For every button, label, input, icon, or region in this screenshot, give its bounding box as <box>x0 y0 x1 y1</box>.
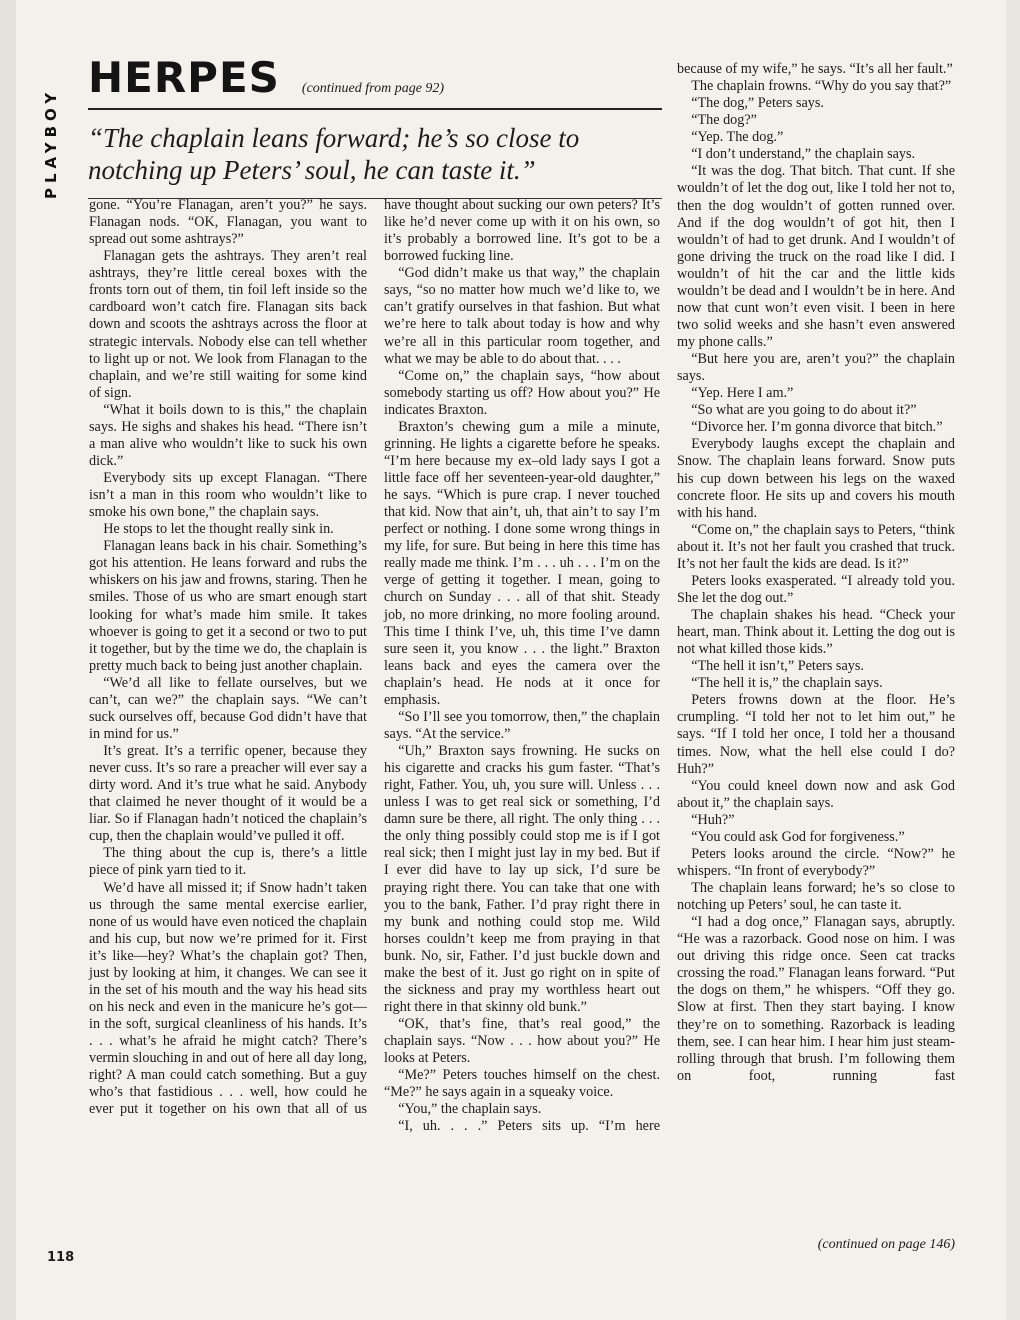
paragraph: The chaplain frowns. “Why do you say that?” <box>691 78 952 95</box>
paragraph: “The hell it is,” the chaplain says. <box>691 675 883 692</box>
paragraph: “Divorce her. I’m gonna divorce that bitch.” <box>691 419 943 436</box>
paragraph: “What it boils down to is this,” the chaplain says. He sighs and shakes his head. “There isn’t a man alive who wouldn’t like to suck his own dick.” <box>89 401 367 469</box>
paragraph: The chaplain shakes his head. “Check your heart, man. Think about it. Letting the dog out is not what killed those kids.” <box>677 607 955 658</box>
paragraph: “The hell it isn’t,” Peters says. <box>691 658 864 675</box>
paragraph: “It was the dog. That bitch. That cunt. If she wouldn’t of let the dog out, like I told her not to, then the dog wouldn’t of gotten runned over. And if the dog wouldn’t of got hit, then I wouldn’t of had to get drunk. And I wouldn’t of gone driving the truck on the road like I did. I wouldn’t of hit the car and the little kids wouldn’t be dead and I wouldn’t be in here. And now that cunt won’t even visit. I been in here two solid weeks and she hasn’t even answered my phone calls.” <box>677 163 955 350</box>
right-page-edge <box>1006 0 1020 1320</box>
paragraph: “Come on,” the chaplain says to Peters, “think about it. It’s not her fault you crashed that truck. It’s not her fault the kids are dead. Is it?” <box>677 521 955 572</box>
paragraph: “You,” the chaplain says. <box>398 1101 542 1118</box>
paragraph: “Come on,” the chaplain says, “how about somebody starting us off? How about you?” He indicates Braxton. <box>384 367 660 418</box>
paragraph: “I had a dog once,” Flanagan says, abruptly. “He was a razorback. Good nose on him. I was out driving this ridge once. Seen cat tracks crossing the road.” Flanagan leans forward. “Put the dogs on them,” he whispers. “Off they go. Slow at first. Then they start baying. I know they’re on to something. Razorback is leading them, see. I can hear him. I hear him just steam-rolling through that brush. I’m following them on foot, running fast <box>677 914 955 1084</box>
text-column-1 <box>89 197 367 1118</box>
article-header <box>88 53 662 199</box>
paragraph: Peters looks exasperated. “I already told you. She let the dog out.” <box>677 572 955 606</box>
paragraph: “God didn’t make us that way,” the chaplain says, “so no matter how much we’d like to, we can’t gratify ourselves in that fashion. But what we’re here to talk about today is how and why we’re all in this particular room together, and what we may be able to do about that. . . . <box>384 265 660 367</box>
paragraph: Peters frowns down at the floor. He’s crumpling. “I told her not to let him out,” he says. “If I told her once, I told her a thousand times. Now, what the hell else could I do? Huh?” <box>677 692 955 777</box>
paragraph: “So I’ll see you tomorrow, then,” the chaplain says. “At the service.” <box>384 708 660 742</box>
paragraph: Braxton’s chewing gum a mile a minute, grinning. He lights a cigarette before he speaks. “I’m here because my ex–old lady says I got a little face off her seventeen-year-old daughter,” he says. “Which is pure crap. I never touched that kid. Now that ain’t, uh, that ain’t to say I’m perfect or nothing. I done some wrong things in my life, for sure. But being in here this time has really made me think. I’m . . . uh . . . I’m on the verge of getting it together. I mean, going to church on Sunday . . . all of that shit. Steady job, no more drinking, no more fooling around. This time I think I’ve, uh, this time I’ve damn sure seen it, you know . . . the light.” Braxton leans back and eyes the camera over the chaplain’s head. He nods at it once for emphasis. <box>384 418 660 708</box>
paragraph: “You could ask God for forgiveness.” <box>691 828 905 845</box>
paragraph: Everybody sits up except Flanagan. “There isn’t a man in this room who wouldn’t like to smoke his own bone,” the chaplain says. <box>89 470 367 521</box>
paragraph: “The dog,” Peters says. <box>691 95 824 112</box>
left-page-edge <box>0 0 16 1320</box>
paragraph: Peters looks around the circle. “Now?” he whispers. “In front of everybody?” <box>677 845 955 879</box>
paragraph: “Yep. Here I am.” <box>691 385 794 402</box>
paragraph: “I don’t understand,” the chaplain says. <box>691 146 916 163</box>
paragraph: “Me?” Peters touches himself on the chest. “Me?” he says again in a squeaky voice. <box>384 1067 660 1101</box>
paragraph: Flanagan leans back in his chair. Something’s got his attention. He leans forward and rubs the whiskers on his jaw and frowns, staring. Then he smiles. Those of us who are smart enough start looking for what’s made him smile. It takes whoever is going to get it a second or two to put it together, but by the time we do, the chaplain is pretty much back to being just another chaplain. <box>89 538 367 674</box>
paragraph: “You could kneel down now and ask God about it,” the chaplain says. <box>677 777 955 811</box>
paragraph: He stops to let the thought really sink in. <box>103 521 334 538</box>
paragraph: The thing about the cup is, there’s a little piece of pink yarn tied to it. <box>89 845 367 879</box>
text-column-2 <box>384 197 660 1135</box>
text-column-3 <box>677 61 955 1085</box>
paragraph: gone. “You’re Flanagan, aren’t you?” he says. Flanagan nods. “OK, Flanagan, you want to spread out some ashtrays?” <box>89 197 367 248</box>
paragraph: “I, uh. . . .” Peters sits up. “I’m here <box>398 1118 660 1135</box>
paragraph: “But here you are, aren’t you?” the chaplain says. <box>677 351 955 385</box>
page-number: 118 <box>47 1250 75 1265</box>
paragraph: Everybody laughs except the chaplain and Snow. The chaplain leans forward. Snow puts his cup down between his legs on the waxed concrete floor. He sits up and covers his mouth with his hand. <box>677 436 955 521</box>
paragraph: We’d have all missed it; if Snow hadn’t taken us through the same mental exercise earlier, none of us would have even noticed the chaplain and his cup, but now we’re primed for it. First it’s like—hey? What’s the chaplain got? Then, just by looking at him, it changes. We can see it in the set of his mouth and the way his head sits on his neck and even in the manicure he’s got—in the soft, surgical cleanliness of his hands. It’s . . . what’s he afraid he might catch? There’s vermin slouching in and out of here all day long, right? A man could catch something. But a guy who’s that fastidious . . . well, how could he ever put it together on his own that all of us <box>89 879 367 1118</box>
paragraph: “Huh?” <box>691 811 735 828</box>
pull-quote: “The chaplain leans forward; he’s so close to notching up Peters’ soul, he can taste it.” <box>88 123 580 185</box>
paragraph: “Yep. The dog.” <box>691 129 784 146</box>
continued-from-note: (continued from page 92) <box>301 81 445 96</box>
header-rule <box>88 108 662 110</box>
article-title: HERPES <box>88 53 280 102</box>
paragraph: “OK, that’s fine, that’s real good,” the chaplain says. “Now . . . how about you?” He looks at Peters. <box>384 1016 660 1067</box>
paragraph: The chaplain leans forward; he’s so close to notching up Peters’ soul, he can taste it. <box>677 880 955 914</box>
paragraph: It’s great. It’s a terrific opener, because they never cuss. It’s so rare a preacher will ever say a dirty word. And it’s true what he said. Anybody that claimed he never thought of it would be a liar. So if Flanagan hadn’t noticed the chaplain’s cup, then the chaplain would’ve pulled it off. <box>89 743 367 845</box>
paragraph: have thought about sucking our own peters? It’s like he’d never come up with it on his own, so it’s probably a borrowed line. It’s got to be a borrowed fucking line. <box>384 197 660 265</box>
paragraph: “The dog?” <box>691 112 757 129</box>
paragraph: “So what are you going to do about it?” <box>691 402 917 419</box>
magazine-running-head: PLAYBOY <box>42 87 60 199</box>
paragraph: because of my wife,” he says. “It’s all her fault.” <box>677 61 953 77</box>
paragraph: “Uh,” Braxton says frowning. He sucks on his cigarette and cracks his gum faster. “That’s right, Father. You, uh, you sure will. Unless . . . unless I was to get real sick or something, I’d damn sure be there, all right. The only thing . . . the only thing possibly could stop me is if I got real sick; then I might just lay in my bed. But if I ever did have to lay up sick, I’d sure be praying right there. You can take that one with you to the bank, Father. I’d pray right there in my bunk and nothing could stop me. Wild horses couldn’t keep me from praying in that bunk. No, sir, Father. I’d just buckle down and make the best of it. Just go right on in spite of the sickness and pray my worthless heart out right there in that skinny old bunk.” <box>384 743 660 1015</box>
paragraph: Flanagan gets the ashtrays. They aren’t real ashtrays, they’re little cereal boxes with the fronts torn out of them, tin foil left inside so the cardboard won’t catch fire. Flanagan sits back down and scoots the ashtrays across the floor at strategic intervals. Nobody else can tell whether to light up or not. We look from Flanagan to the chaplain, and we’re still waiting for some kind of sign. <box>89 248 367 401</box>
continued-on-note: (continued on page 146) <box>817 1237 955 1252</box>
paragraph: “We’d all like to fellate ourselves, but we can’t, can we?” the chaplain says. “We can’t suck ourselves off, because God didn’t have that in mind for us.” <box>89 674 367 742</box>
